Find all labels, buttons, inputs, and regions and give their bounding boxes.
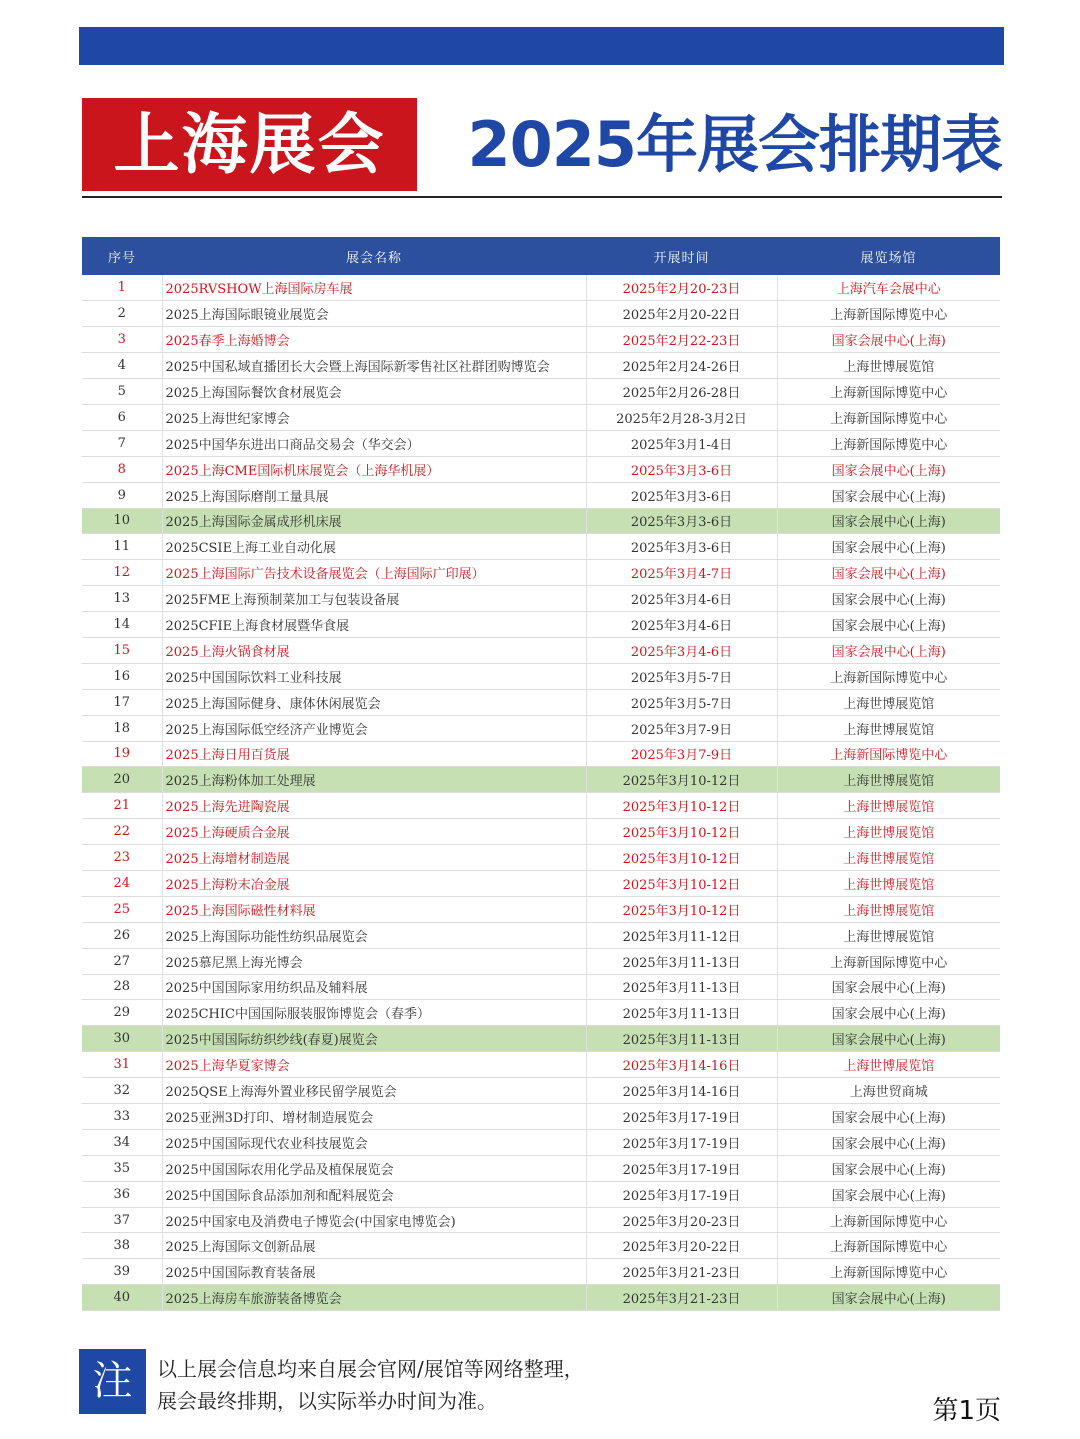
table-row — [82, 689, 1000, 715]
cell-name: 2025上海硬质合金展 — [162, 819, 586, 845]
cell-no: 25 — [82, 896, 162, 922]
page-number: 第1页 — [932, 1396, 1001, 1426]
table-row — [82, 1285, 1000, 1311]
cell-name: 2025春季上海婚博会 — [162, 327, 586, 353]
cell-venue: 上海新国际博览中心 — [777, 404, 1000, 430]
note-line-1: 以上展会信息均来自展会官网/展馆等网络整理， — [157, 1357, 584, 1381]
cell-no: 3 — [82, 327, 162, 353]
cell-venue: 国家会展中心(上海) — [777, 637, 1000, 663]
cell-no: 38 — [82, 1233, 162, 1259]
cell-no: 8 — [82, 456, 162, 482]
cell-no: 17 — [82, 689, 162, 715]
table-row — [82, 1233, 1000, 1259]
cell-date: 2025年3月10-12日 — [586, 870, 777, 896]
cell-venue: 上海世贸商城 — [777, 1078, 1000, 1104]
cell-no: 13 — [82, 586, 162, 612]
cell-name: 2025上海国际磨削工量具展 — [162, 482, 586, 508]
cell-date: 2025年3月10-12日 — [586, 793, 777, 819]
cell-venue: 上海世博展览馆 — [777, 353, 1000, 379]
cell-venue: 国家会展中心(上海) — [777, 508, 1000, 534]
cell-date: 2025年3月21-23日 — [586, 1259, 777, 1285]
cell-date: 2025年3月17-19日 — [586, 1129, 777, 1155]
table-row — [82, 1259, 1000, 1285]
table-row — [82, 715, 1000, 741]
cell-date: 2025年3月17-19日 — [586, 1104, 777, 1130]
cell-venue: 上海世博展览馆 — [777, 767, 1000, 793]
cell-no: 23 — [82, 845, 162, 871]
cell-no: 7 — [82, 430, 162, 456]
cell-no: 28 — [82, 974, 162, 1000]
cell-no: 9 — [82, 482, 162, 508]
table-row — [82, 1207, 1000, 1233]
cell-venue: 国家会展中心(上海) — [777, 1026, 1000, 1052]
cell-date: 2025年3月4-6日 — [586, 586, 777, 612]
cell-no: 4 — [82, 353, 162, 379]
cell-venue: 上海世博展览馆 — [777, 845, 1000, 871]
cell-venue: 国家会展中心(上海) — [777, 560, 1000, 586]
cell-name: 2025上海粉末冶金展 — [162, 870, 586, 896]
cell-no: 14 — [82, 612, 162, 638]
cell-name: 2025上海国际低空经济产业博览会 — [162, 715, 586, 741]
cell-name: 2025CHIC中国国际服装服饰博览会（春季） — [162, 1000, 586, 1026]
table-row — [82, 456, 1000, 482]
cell-name: 2025中国国际食品添加剂和配料展览会 — [162, 1181, 586, 1207]
cell-date: 2025年2月20-23日 — [586, 275, 777, 301]
cell-no: 19 — [82, 741, 162, 767]
cell-venue: 国家会展中心(上海) — [777, 974, 1000, 1000]
table-row — [82, 404, 1000, 430]
badge-title: 上海展会 — [82, 98, 417, 191]
cell-date: 2025年3月5-7日 — [586, 689, 777, 715]
cell-date: 2025年3月4-6日 — [586, 637, 777, 663]
cell-date: 2025年3月21-23日 — [586, 1285, 777, 1311]
note-text — [157, 1353, 584, 1417]
table-row — [82, 974, 1000, 1000]
cell-date: 2025年3月3-6日 — [586, 534, 777, 560]
table-row — [82, 819, 1000, 845]
cell-venue: 国家会展中心(上海) — [777, 586, 1000, 612]
cell-date: 2025年3月7-9日 — [586, 715, 777, 741]
cell-name: 2025中国家电及消费电子博览会(中国家电博览会) — [162, 1207, 586, 1233]
cell-date: 2025年3月17-19日 — [586, 1181, 777, 1207]
cell-date: 2025年3月20-22日 — [586, 1233, 777, 1259]
table-row — [82, 1129, 1000, 1155]
cell-date: 2025年3月14-16日 — [586, 1052, 777, 1078]
table-row — [82, 612, 1000, 638]
cell-no: 36 — [82, 1181, 162, 1207]
cell-name: 2025上海CME国际机床展览会（上海华机展） — [162, 456, 586, 482]
cell-date: 2025年2月22-23日 — [586, 327, 777, 353]
cell-name: 2025上海国际餐饮食材展览会 — [162, 379, 586, 405]
table-row — [82, 767, 1000, 793]
cell-date: 2025年3月11-13日 — [586, 1000, 777, 1026]
cell-name: 2025上海日用百货展 — [162, 741, 586, 767]
table-row — [82, 663, 1000, 689]
cell-venue: 上海新国际博览中心 — [777, 1233, 1000, 1259]
cell-no: 22 — [82, 819, 162, 845]
cell-venue: 国家会展中心(上海) — [777, 1000, 1000, 1026]
cell-date: 2025年3月3-6日 — [586, 508, 777, 534]
cell-name: 2025上海粉体加工处理展 — [162, 767, 586, 793]
table-row — [82, 741, 1000, 767]
table-row — [82, 327, 1000, 353]
cell-no: 16 — [82, 663, 162, 689]
table-row — [82, 560, 1000, 586]
cell-name: 2025上海房车旅游装备博览会 — [162, 1285, 586, 1311]
cell-no: 15 — [82, 637, 162, 663]
cell-name: 2025中国华东进出口商品交易会（华交会） — [162, 430, 586, 456]
cell-no: 33 — [82, 1104, 162, 1130]
cell-no: 39 — [82, 1259, 162, 1285]
cell-venue: 国家会展中心(上海) — [777, 1104, 1000, 1130]
cell-name: 2025慕尼黑上海光博会 — [162, 948, 586, 974]
cell-no: 26 — [82, 922, 162, 948]
cell-venue: 国家会展中心(上海) — [777, 456, 1000, 482]
top-banner-bar — [79, 27, 1004, 65]
cell-no: 1 — [82, 275, 162, 301]
cell-date: 2025年3月4-6日 — [586, 612, 777, 638]
cell-venue: 国家会展中心(上海) — [777, 1129, 1000, 1155]
cell-date: 2025年3月10-12日 — [586, 819, 777, 845]
table-row — [82, 1078, 1000, 1104]
column-header-no: 序号 — [107, 250, 136, 266]
table-row — [82, 353, 1000, 379]
cell-date: 2025年3月10-12日 — [586, 767, 777, 793]
cell-date: 2025年2月26-28日 — [586, 379, 777, 405]
cell-venue: 国家会展中心(上海) — [777, 1181, 1000, 1207]
cell-venue: 国家会展中心(上海) — [777, 1155, 1000, 1181]
table-row — [82, 870, 1000, 896]
cell-no: 40 — [82, 1285, 162, 1311]
cell-no: 37 — [82, 1207, 162, 1233]
cell-venue: 上海新国际博览中心 — [777, 301, 1000, 327]
cell-venue: 上海世博展览馆 — [777, 922, 1000, 948]
cell-date: 2025年3月10-12日 — [586, 896, 777, 922]
table-row — [82, 1104, 1000, 1130]
cell-no: 18 — [82, 715, 162, 741]
cell-name: 2025上海世纪家博会 — [162, 404, 586, 430]
cell-no: 12 — [82, 560, 162, 586]
cell-venue: 国家会展中心(上海) — [777, 612, 1000, 638]
cell-name: 2025RVSHOW上海国际房车展 — [162, 275, 586, 301]
cell-name: 2025上海国际功能性纺织品展览会 — [162, 922, 586, 948]
table-row — [82, 793, 1000, 819]
cell-name: 2025CSIE上海工业自动化展 — [162, 534, 586, 560]
cell-name: 2025中国国际教育装备展 — [162, 1259, 586, 1285]
cell-date: 2025年3月14-16日 — [586, 1078, 777, 1104]
cell-no: 30 — [82, 1026, 162, 1052]
cell-name: 2025上海国际眼镜业展览会 — [162, 301, 586, 327]
cell-name: 2025中国国际纺织纱线(春夏)展览会 — [162, 1026, 586, 1052]
exhibition-schedule-table — [82, 237, 1000, 1311]
table-row — [82, 845, 1000, 871]
column-header-name: 展会名称 — [345, 250, 402, 266]
cell-venue: 上海新国际博览中心 — [777, 430, 1000, 456]
cell-date: 2025年3月1-4日 — [586, 430, 777, 456]
cell-venue: 上海新国际博览中心 — [777, 948, 1000, 974]
table-row — [82, 1026, 1000, 1052]
table-row — [82, 1155, 1000, 1181]
cell-date: 2025年3月11-13日 — [586, 948, 777, 974]
cell-venue: 上海世博展览馆 — [777, 715, 1000, 741]
cell-venue: 上海世博展览馆 — [777, 1052, 1000, 1078]
cell-name: 2025上海增材制造展 — [162, 845, 586, 871]
cell-no: 32 — [82, 1078, 162, 1104]
column-header-venue: 展览场馆 — [860, 250, 917, 266]
cell-date: 2025年3月5-7日 — [586, 663, 777, 689]
table-row — [82, 430, 1000, 456]
cell-venue: 上海新国际博览中心 — [777, 1259, 1000, 1285]
cell-date: 2025年2月20-22日 — [586, 301, 777, 327]
cell-no: 31 — [82, 1052, 162, 1078]
cell-date: 2025年3月17-19日 — [586, 1155, 777, 1181]
cell-no: 11 — [82, 534, 162, 560]
cell-venue: 上海汽车会展中心 — [777, 275, 1000, 301]
cell-venue: 上海新国际博览中心 — [777, 1207, 1000, 1233]
table-row — [82, 534, 1000, 560]
cell-venue: 上海世博展览馆 — [777, 896, 1000, 922]
table-row — [82, 922, 1000, 948]
cell-date: 2025年3月11-12日 — [586, 922, 777, 948]
note-badge: 注 — [79, 1349, 146, 1414]
cell-no: 24 — [82, 870, 162, 896]
cell-name: 2025中国国际家用纺织品及辅料展 — [162, 974, 586, 1000]
cell-no: 29 — [82, 1000, 162, 1026]
cell-name: 2025中国国际饮料工业科技展 — [162, 663, 586, 689]
cell-name: 2025QSE上海海外置业移民留学展览会 — [162, 1078, 586, 1104]
cell-venue: 上海世博展览馆 — [777, 819, 1000, 845]
cell-date: 2025年3月11-13日 — [586, 974, 777, 1000]
cell-no: 20 — [82, 767, 162, 793]
table-row — [82, 1000, 1000, 1026]
table-header-row — [82, 237, 1000, 275]
column-header-date: 开展时间 — [653, 250, 710, 266]
table-row — [82, 379, 1000, 405]
cell-no: 21 — [82, 793, 162, 819]
table-body — [82, 275, 1000, 1311]
cell-name: 2025上海国际金属成形机床展 — [162, 508, 586, 534]
table-row — [82, 508, 1000, 534]
cell-date: 2025年3月11-13日 — [586, 1026, 777, 1052]
cell-venue: 上海新国际博览中心 — [777, 379, 1000, 405]
table-row — [82, 275, 1000, 301]
cell-date: 2025年3月20-23日 — [586, 1207, 777, 1233]
cell-venue: 上海新国际博览中心 — [777, 741, 1000, 767]
cell-no: 35 — [82, 1155, 162, 1181]
cell-name: 2025上海先进陶瓷展 — [162, 793, 586, 819]
cell-venue: 国家会展中心(上海) — [777, 1285, 1000, 1311]
cell-name: 2025CFIE上海食材展暨华食展 — [162, 612, 586, 638]
table-row — [82, 482, 1000, 508]
cell-name: 2025中国国际农用化学品及植保展览会 — [162, 1155, 586, 1181]
table-row — [82, 1052, 1000, 1078]
cell-date: 2025年3月7-9日 — [586, 741, 777, 767]
table-row — [82, 896, 1000, 922]
cell-name: 2025中国私域直播团长大会暨上海国际新零售社区社群团购博览会 — [162, 353, 586, 379]
cell-name: 2025上海华夏家博会 — [162, 1052, 586, 1078]
cell-venue: 国家会展中心(上海) — [777, 482, 1000, 508]
cell-name: 2025FME上海预制菜加工与包装设备展 — [162, 586, 586, 612]
cell-name: 2025上海国际健身、康体休闲展览会 — [162, 689, 586, 715]
cell-date: 2025年3月3-6日 — [586, 482, 777, 508]
cell-date: 2025年3月3-6日 — [586, 456, 777, 482]
table-row — [82, 637, 1000, 663]
cell-no: 6 — [82, 404, 162, 430]
cell-venue: 上海世博展览馆 — [777, 870, 1000, 896]
cell-venue: 上海世博展览馆 — [777, 793, 1000, 819]
cell-no: 10 — [82, 508, 162, 534]
table-row — [82, 586, 1000, 612]
cell-name: 2025亚洲3D打印、增材制造展览会 — [162, 1104, 586, 1130]
table-row — [82, 301, 1000, 327]
cell-name: 2025上海国际广告技术设备展览会（上海国际广印展） — [162, 560, 586, 586]
cell-date: 2025年3月10-12日 — [586, 845, 777, 871]
cell-name: 2025中国国际现代农业科技展览会 — [162, 1129, 586, 1155]
cell-venue: 国家会展中心(上海) — [777, 327, 1000, 353]
cell-venue: 上海世博展览馆 — [777, 689, 1000, 715]
cell-date: 2025年3月4-7日 — [586, 560, 777, 586]
cell-name: 2025上海火锅食材展 — [162, 637, 586, 663]
cell-name: 2025上海国际磁性材料展 — [162, 896, 586, 922]
cell-no: 5 — [82, 379, 162, 405]
cell-name: 2025上海国际文创新品展 — [162, 1233, 586, 1259]
note-line-2: 展会最终排期，以实际举办时间为准。 — [157, 1389, 497, 1413]
cell-date: 2025年2月24-26日 — [586, 353, 777, 379]
table-row — [82, 1181, 1000, 1207]
cell-no: 34 — [82, 1129, 162, 1155]
cell-venue: 国家会展中心(上海) — [777, 534, 1000, 560]
page-title: 2025年展会排期表 — [467, 108, 1002, 181]
cell-no: 2 — [82, 301, 162, 327]
title-divider — [82, 196, 1002, 198]
cell-date: 2025年2月28-3月2日 — [586, 404, 777, 430]
cell-no: 27 — [82, 948, 162, 974]
cell-venue: 上海新国际博览中心 — [777, 663, 1000, 689]
table-row — [82, 948, 1000, 974]
